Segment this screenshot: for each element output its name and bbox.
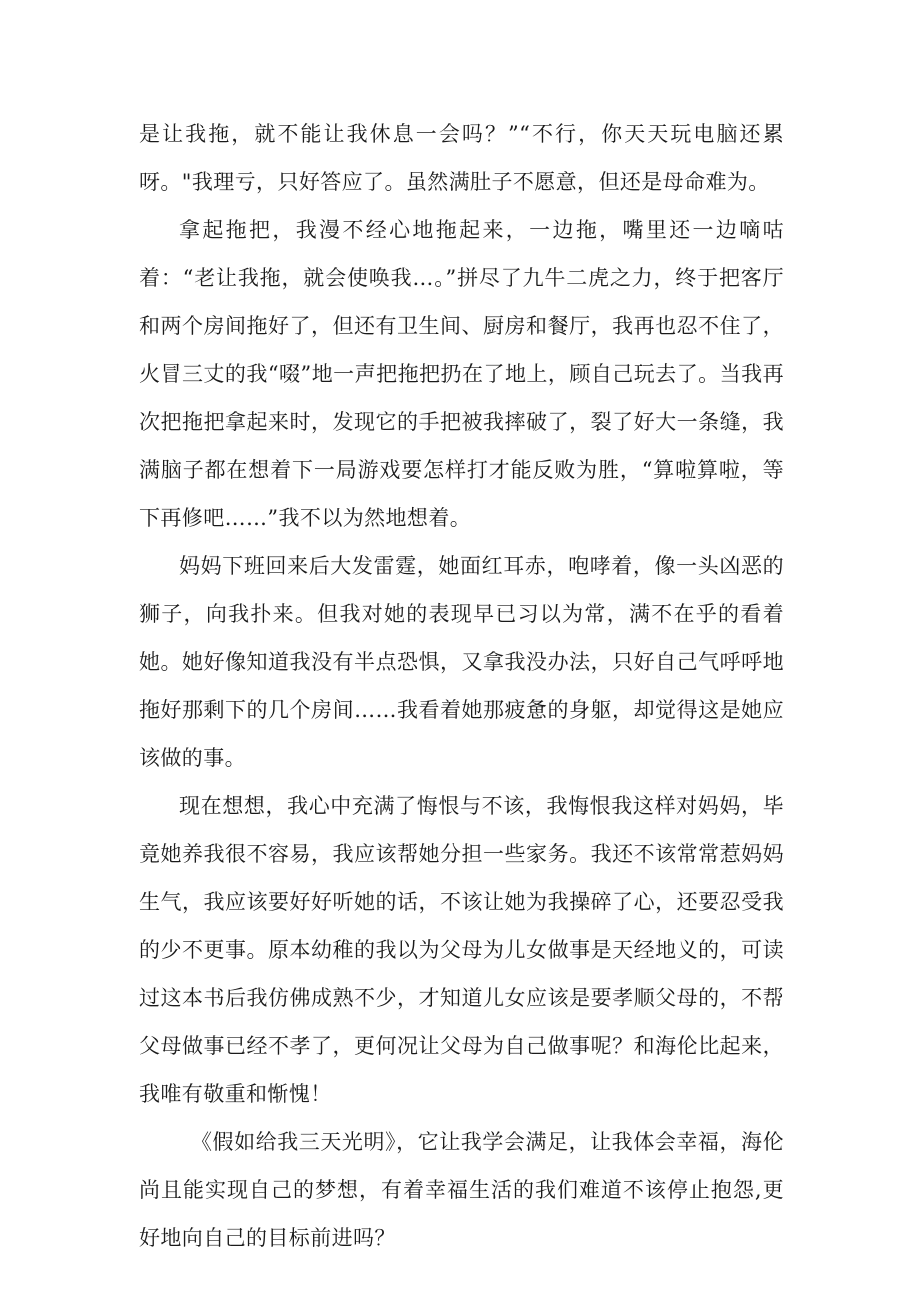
paragraph-1: 是让我拖，就不能让我休息一会吗？”“不行，你天天玩电脑还累呀。"我理亏，只好答应了。虽然满肚子不愿意，但还是母命难为。 [139, 122, 784, 194]
paragraph-2: 拿起拖把，我漫不经心地拖起来，一边拖，嘴里还一边嘀咕着：“老让我拖，就会使唤我…。”拼尽了九牛二虎之力，终于把客厅和两个房间拖好了，但还有卫生间、厨房和餐厅，我再也忍不住了，火冒三丈的我“啜”地一声把拖把扔在了地上，顾自己玩去了。当我再次把拖把拿起来时，发现它的手把被我摔破了，裂了好大一条缝，我满脑子都在想着下一局游戏要怎样打才能反败为胜，“算啦算啦，等下再修吧……”我不以为然地想着。 [139, 218, 784, 530]
paragraph-5: 《假如给我三天光明》，它让我学会满足，让我体会幸福，海伦尚且能实现自己的梦想，有着幸福生活的我们难道不该停止抱怨,更好地向自己的目标前进吗？ [139, 1130, 784, 1250]
paragraph-3: 妈妈下班回来后大发雷霆，她面红耳赤，咆哮着，像一头凶恶的狮子，向我扑来。但我对她的表现早已习以为常，满不在乎的看着她。她好像知道我没有半点恐惧，又拿我没办法，只好自己气呼呼地拖好那剩下的几个房间……我看着她那疲惫的身躯，却觉得这是她应该做的事。 [139, 554, 784, 770]
document-body [139, 110, 784, 1262]
paragraph-4: 现在想想，我心中充满了悔恨与不该，我悔恨我这样对妈妈，毕竟她养我很不容易，我应该帮她分担一些家务。我还不该常常惹妈妈生气，我应该要好好听她的话，不该让她为我操碎了心，还要忍受我的少不更事。原本幼稚的我以为父母为儿女做事是天经地义的，可读过这本书后我仿佛成熟不少，才知道儿女应该是要孝顺父母的，不帮父母做事已经不孝了，更何况让父母为自己做事呢？和海伦比起来，我唯有敬重和惭愧！ [139, 794, 784, 1106]
